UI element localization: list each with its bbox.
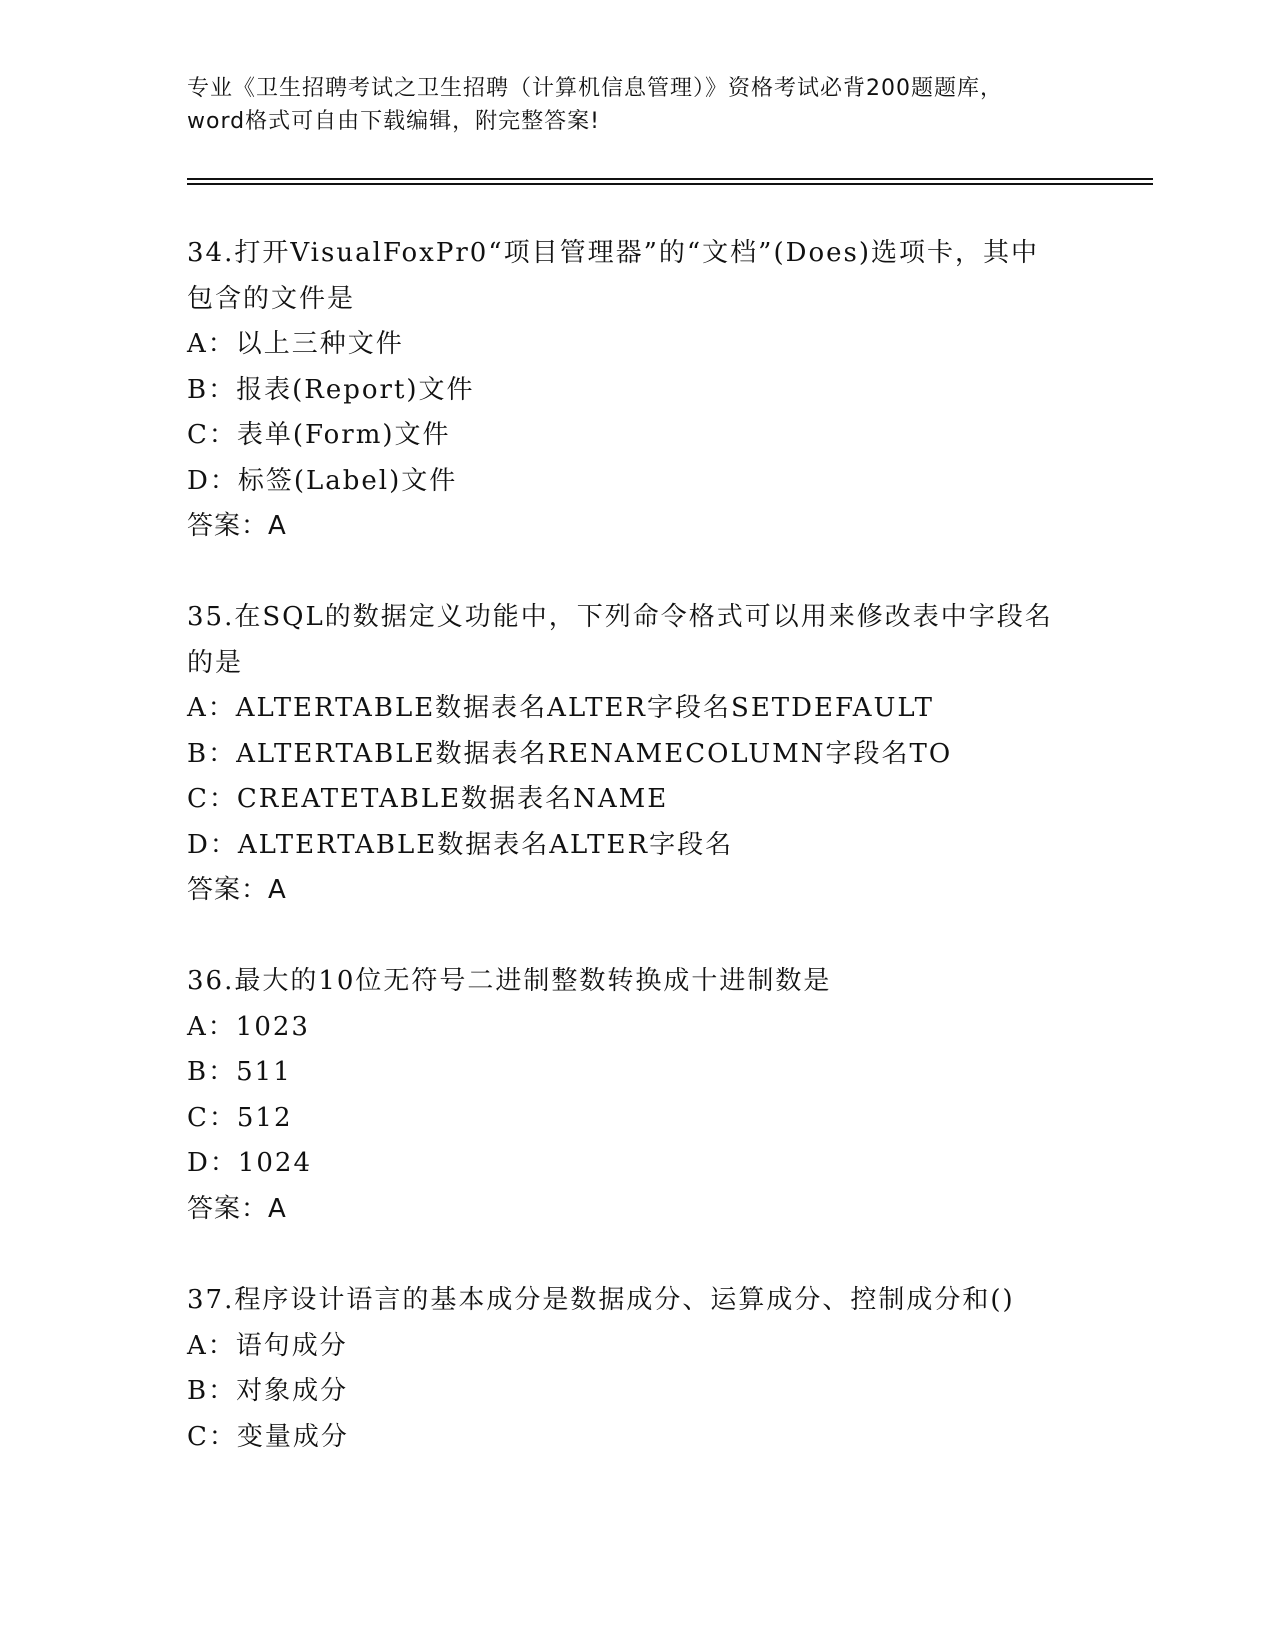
question-stem-line: 37.程序设计语言的基本成分是数据成分、运算成分、控制成分和() <box>187 1285 1015 1315</box>
option-a: A：1023 <box>187 1011 310 1042</box>
question-stem-line: 34.打开VisualFoxPr0“项目管理器”的“文档”(Does)选项卡，其中 <box>187 238 1039 268</box>
option-d: D：1024 <box>187 1148 313 1178</box>
header-divider-bottom <box>187 183 1153 185</box>
answer: 答案：A <box>187 1193 287 1224</box>
question-36 <box>187 959 1087 1232</box>
question-35 <box>187 595 1087 914</box>
question-stem-line: 的是 <box>187 647 244 678</box>
header-line-1: 专业《卫生招聘考试之卫生招聘（计算机信息管理）》资格考试必背200题题库， <box>187 76 1003 101</box>
header-divider-top <box>187 178 1153 180</box>
option-c: C：变量成分 <box>187 1421 349 1452</box>
document-header <box>187 72 1087 138</box>
option-a: A：以上三种文件 <box>187 329 404 359</box>
question-stem-line: 35.在SQL的数据定义功能中，下列命令格式可以用来修改表中字段名 <box>187 602 1053 632</box>
option-b: B：ALTERTABLE数据表名RENAMECOLUMN字段名TO <box>187 738 953 769</box>
option-d: D：ALTERTABLE数据表名ALTER字段名 <box>187 829 734 860</box>
option-b: B：对象成分 <box>187 1376 349 1406</box>
option-c: C：512 <box>187 1102 293 1133</box>
option-c: C：CREATETABLE数据表名NAME <box>187 784 669 814</box>
answer: 答案：A <box>187 511 287 541</box>
answer: 答案：A <box>187 875 287 905</box>
option-a: A：ALTERTABLE数据表名ALTER字段名SETDEFAULT <box>187 693 934 723</box>
question-37 <box>187 1278 1087 1460</box>
option-b: B：报表(Report)文件 <box>187 374 475 405</box>
question-34 <box>187 231 1087 550</box>
question-stem-line: 包含的文件是 <box>187 283 356 314</box>
question-stem-line: 36.最大的10位无符号二进制整数转换成十进制数是 <box>187 966 832 996</box>
header-line-2: word格式可自由下载编辑，附完整答案! <box>187 109 600 134</box>
option-c: C：表单(Form)文件 <box>187 420 451 450</box>
option-d: D：标签(Label)文件 <box>187 465 458 496</box>
option-b: B：511 <box>187 1057 292 1087</box>
option-a: A：语句成分 <box>187 1330 348 1361</box>
